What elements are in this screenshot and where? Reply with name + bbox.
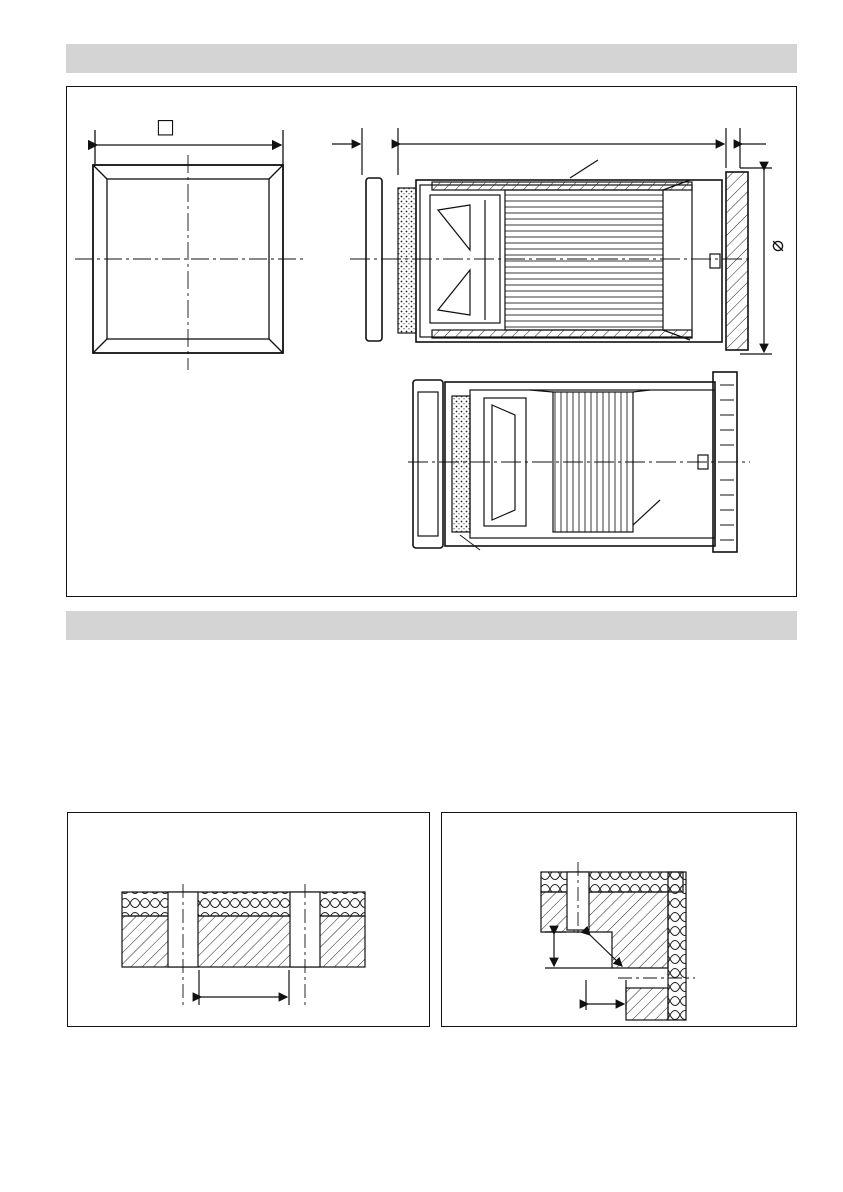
square-dimension-icon: □ xyxy=(156,114,175,138)
front-view xyxy=(75,130,303,370)
lower-section-view xyxy=(408,372,750,552)
corner-cross-section xyxy=(541,862,695,1020)
diameter-icon: ⌀ xyxy=(764,239,789,253)
side-section-view xyxy=(332,128,772,354)
wall-cross-section xyxy=(122,884,365,1005)
